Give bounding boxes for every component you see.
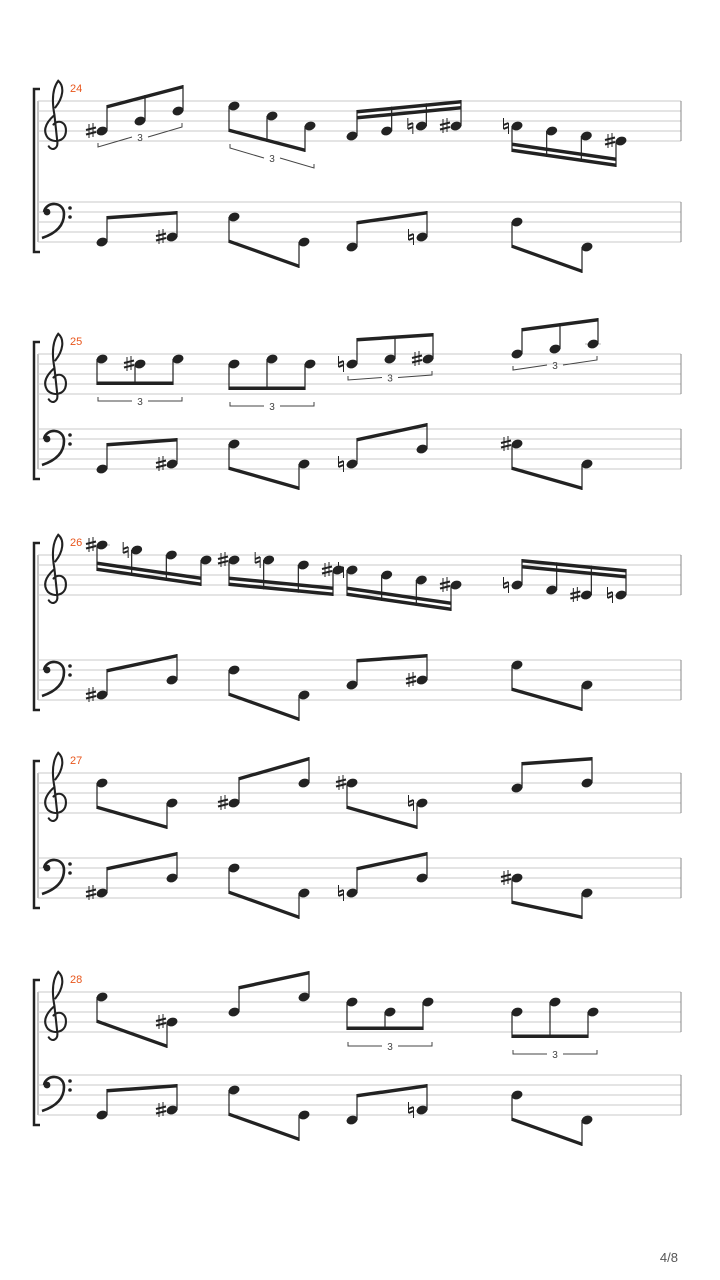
beam-group <box>339 333 435 385</box>
system-26 <box>34 535 681 721</box>
natural-stroke <box>409 234 414 236</box>
natural-stroke <box>339 365 344 367</box>
tuplet-bracket <box>148 123 182 137</box>
beam-group <box>510 216 593 273</box>
sharp-stroke <box>440 586 450 589</box>
bass-clef-dot <box>44 1082 51 1089</box>
tuplet-bracket <box>348 1042 382 1046</box>
bass-clef-dot <box>44 209 51 216</box>
beam <box>357 654 427 663</box>
natural-stroke <box>339 890 344 892</box>
tuplet-number: 3 <box>387 1042 393 1053</box>
bass-clef-dot <box>68 215 72 219</box>
natural-stroke <box>339 894 344 896</box>
system-24 <box>34 81 681 273</box>
natural-stroke <box>608 592 613 594</box>
sharp-stroke <box>336 780 346 783</box>
sharp-stroke <box>218 804 228 807</box>
sharp-stroke <box>86 692 96 695</box>
tuplet-bracket <box>148 397 182 401</box>
sharp-stroke <box>406 681 416 684</box>
sharp-stroke <box>156 1023 166 1026</box>
sharp-stroke <box>86 128 96 131</box>
tuplet-bracket <box>98 137 132 147</box>
tuplet-number: 3 <box>269 402 275 413</box>
beam-group <box>227 1084 310 1141</box>
beam <box>97 806 167 830</box>
natural-stroke <box>408 123 413 125</box>
natural-stroke <box>123 547 128 549</box>
beam-group <box>339 562 463 611</box>
natural-stroke <box>504 586 509 588</box>
system-25 <box>34 318 681 490</box>
beam-group <box>86 852 179 900</box>
sharp-stroke <box>501 445 511 448</box>
system-bracket <box>34 89 40 252</box>
natural-stroke <box>409 238 414 240</box>
treble-clef-icon <box>45 972 66 1040</box>
beam-group <box>218 552 345 596</box>
sharp-stroke <box>156 238 166 241</box>
sharp-stroke <box>501 879 511 882</box>
bass-clef-dot <box>68 673 72 677</box>
natural-stroke <box>408 127 413 129</box>
beam-group <box>86 85 185 147</box>
beam-group <box>86 654 179 702</box>
sharp-stroke <box>440 123 450 126</box>
natural-stroke <box>504 123 509 125</box>
natural-stroke <box>409 1111 414 1113</box>
beam <box>229 1113 299 1142</box>
beam-group <box>95 991 178 1048</box>
beam <box>229 891 299 920</box>
page-number: 4/8 <box>659 1250 678 1265</box>
beam-group <box>501 436 594 490</box>
beam-group <box>510 1089 593 1146</box>
treble-clef-icon <box>45 753 66 821</box>
bass-clef-dot <box>68 206 72 210</box>
beam-group <box>227 100 316 168</box>
bass-clef-dot <box>68 664 72 668</box>
beam <box>97 1020 167 1049</box>
sharp-stroke <box>86 542 96 545</box>
beam <box>347 1027 423 1031</box>
tuplet-bracket <box>513 365 547 370</box>
beam-group <box>227 353 316 413</box>
tuplet-bracket <box>230 144 264 158</box>
beam-group <box>227 211 310 268</box>
beam <box>229 693 299 722</box>
beam-group <box>510 659 593 711</box>
sharp-stroke <box>440 127 450 130</box>
natural-stroke <box>409 1107 414 1109</box>
sharp-stroke <box>336 784 346 787</box>
tuplet-bracket <box>230 402 264 406</box>
sharp-stroke <box>86 546 96 549</box>
treble-clef-icon <box>45 81 66 149</box>
treble-clef-icon <box>45 334 66 402</box>
beam-group <box>95 353 184 408</box>
system-bracket <box>34 342 40 479</box>
sharp-stroke <box>406 677 416 680</box>
bass-clef-dot <box>68 433 72 437</box>
sharp-stroke <box>501 875 511 878</box>
tuplet-number: 3 <box>137 133 143 144</box>
sharp-stroke <box>156 234 166 237</box>
natural-stroke <box>123 551 128 553</box>
sharp-stroke <box>124 361 134 364</box>
beam-group <box>345 996 434 1053</box>
natural-stroke <box>409 804 414 806</box>
sharp-stroke <box>412 360 422 363</box>
beam <box>512 688 582 712</box>
sharp-stroke <box>605 138 615 141</box>
beam <box>239 971 309 990</box>
natural-stroke <box>608 596 613 598</box>
natural-stroke <box>339 465 344 467</box>
sharp-stroke <box>322 567 332 570</box>
bass-clef-dot <box>68 442 72 446</box>
tuplet-bracket <box>98 397 132 401</box>
sharp-stroke <box>605 142 615 145</box>
beam-group <box>504 559 628 603</box>
natural-stroke <box>409 800 414 802</box>
sharp-stroke <box>156 1107 166 1110</box>
natural-stroke <box>255 561 260 563</box>
treble-clef-icon <box>45 535 66 603</box>
sharp-stroke <box>156 1111 166 1114</box>
measure-number: 26 <box>70 537 83 549</box>
beam-group <box>510 996 599 1061</box>
natural-stroke <box>255 557 260 559</box>
system-28 <box>34 971 681 1146</box>
tuplet-number: 3 <box>269 154 275 165</box>
bass-clef-dot <box>44 436 51 443</box>
beam-group <box>227 862 310 919</box>
bass-clef-dot <box>68 1079 72 1083</box>
beam-group <box>510 757 593 794</box>
beam <box>229 240 299 269</box>
beam-group <box>227 971 310 1018</box>
system-27 <box>34 753 681 919</box>
sharp-stroke <box>570 592 580 595</box>
tuplet-number: 3 <box>552 361 558 372</box>
measure-number: 27 <box>70 755 83 767</box>
beam-group <box>339 423 429 472</box>
beam <box>512 1035 588 1039</box>
sharp-stroke <box>86 132 96 135</box>
beam <box>512 467 582 491</box>
beam-group <box>339 852 429 901</box>
tuplet-bracket <box>280 158 314 168</box>
tuplet-bracket <box>398 1042 432 1046</box>
natural-stroke <box>504 127 509 129</box>
sharp-stroke <box>440 582 450 585</box>
tuplet-bracket <box>513 1050 547 1054</box>
measure-number: 25 <box>70 336 83 348</box>
system-bracket <box>34 543 40 710</box>
bass-clef-dot <box>68 1088 72 1092</box>
tuplet-bracket <box>563 1050 597 1054</box>
sharp-stroke <box>156 465 166 468</box>
bass-clef-dot <box>68 871 72 875</box>
beam <box>229 467 299 491</box>
natural-stroke <box>339 361 344 363</box>
bass-clef-dot <box>44 667 51 674</box>
sharp-stroke <box>124 365 134 368</box>
tuplet-bracket <box>280 402 314 406</box>
sharp-stroke <box>412 356 422 359</box>
measure-number: 24 <box>70 83 83 95</box>
sharp-stroke <box>156 461 166 464</box>
sharp-stroke <box>218 800 228 803</box>
sharp-stroke <box>86 696 96 699</box>
beam-group <box>227 438 310 490</box>
beam <box>512 901 582 920</box>
measure-number: 28 <box>70 974 83 986</box>
sharp-stroke <box>501 441 511 444</box>
beam-group <box>504 118 628 167</box>
beam <box>512 245 582 274</box>
beam-group <box>86 537 213 586</box>
beam <box>347 806 417 830</box>
sharp-stroke <box>218 561 228 564</box>
tuplet-number: 3 <box>552 1050 558 1061</box>
beam <box>522 757 592 766</box>
natural-stroke <box>339 461 344 463</box>
beam <box>229 387 305 391</box>
sharp-stroke <box>86 894 96 897</box>
sharp-stroke <box>86 890 96 893</box>
bass-clef-dot <box>44 865 51 872</box>
tuplet-number: 3 <box>387 373 393 385</box>
sharp-stroke <box>218 557 228 560</box>
tuplet-number: 3 <box>137 397 143 408</box>
sharp-stroke <box>322 571 332 574</box>
tuplet-bracket <box>348 376 382 380</box>
beam <box>97 382 173 386</box>
sharp-stroke <box>156 1019 166 1022</box>
beam-group <box>227 664 310 721</box>
beam-group <box>501 870 594 919</box>
sharp-stroke <box>570 596 580 599</box>
natural-stroke <box>504 582 509 584</box>
beam <box>239 757 309 781</box>
bass-clef-dot <box>68 862 72 866</box>
beam <box>512 1118 582 1147</box>
